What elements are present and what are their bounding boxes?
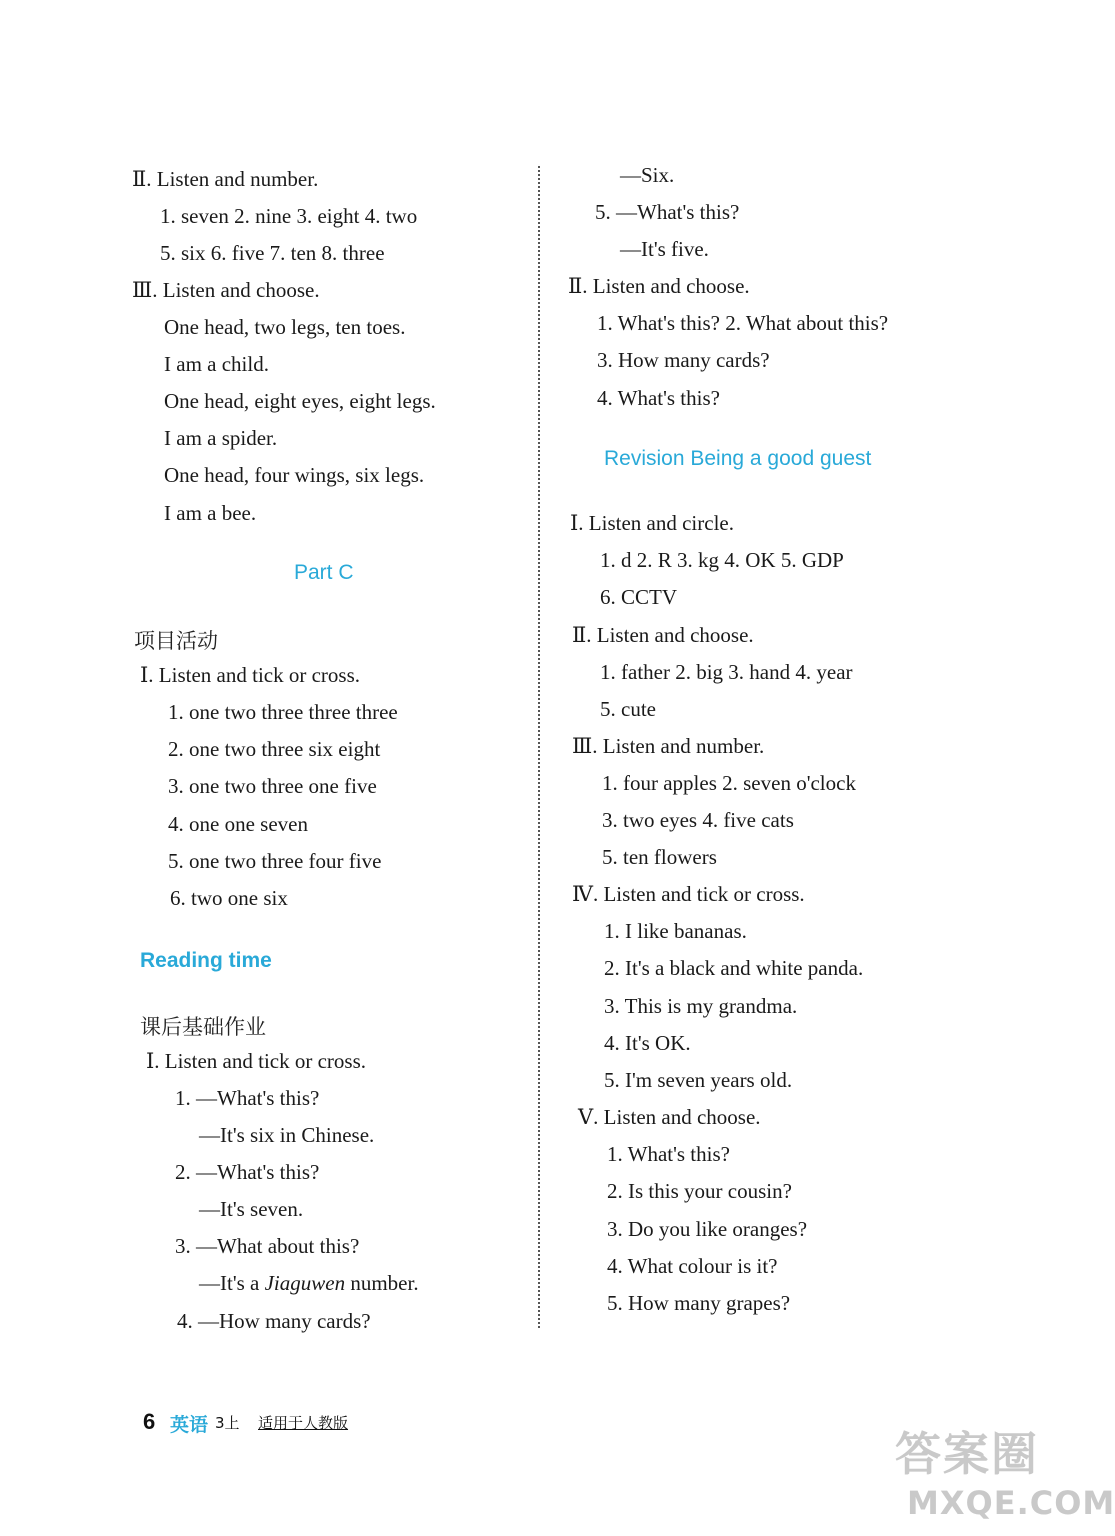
answer-line: 3. —What about this? (175, 1234, 360, 1258)
answer-line: 4. What's this? (597, 386, 720, 410)
answer-line: 1. one two three three three (168, 700, 398, 724)
answer-line: I am a child. (164, 352, 269, 376)
answer-line (199, 1270, 419, 1296)
italic-term: Jiaguwen (264, 1271, 346, 1295)
answer-line: 5. ten flowers (602, 845, 717, 869)
answer-line: 1. What's this? (607, 1142, 730, 1166)
answer-line: 3. one two three one five (168, 774, 377, 798)
answer-line: 5. one two three four five (168, 849, 382, 873)
answer-line: 2. Is this your cousin? (607, 1179, 792, 1203)
answer-line: 1. seven 2. nine 3. eight 4. two (160, 204, 418, 228)
answer-line: 2. one two three six eight (168, 737, 381, 761)
answer-line: 1. four apples 2. seven o'clock (602, 771, 856, 795)
answer-line: 1. What's this? 2. What about this? (597, 311, 889, 335)
edition-label: 适用于人教版 (258, 1414, 349, 1432)
answer-line: One head, four wings, six legs. (164, 463, 425, 487)
watermark-text: 答案圈 (895, 1427, 1039, 1481)
answer-line: 3. two eyes 4. five cats (602, 808, 794, 832)
part-title: Revision Being a good guest (604, 447, 872, 470)
subsection-title: 课后基础作业 (140, 1015, 266, 1039)
grade-label: 3上 (215, 1414, 240, 1432)
answer-line: 4. It's OK. (604, 1031, 691, 1055)
part-title: Part C (294, 561, 354, 584)
section-heading: Ⅴ. Listen and choose. (578, 1105, 761, 1129)
answer-line: 2. —What's this? (175, 1160, 320, 1184)
answer-line: —Six. (620, 163, 675, 187)
answer-line: 1. I like bananas. (604, 919, 747, 943)
answer-line: 5. I'm seven years old. (604, 1068, 793, 1092)
section-heading: Ⅱ. Listen and number. (132, 167, 319, 191)
answer-line: 1. d 2. R 3. kg 4. OK 5. GDP (600, 548, 844, 572)
answer-line: 4. What colour is it? (607, 1254, 778, 1278)
answer-line: 3. How many cards? (597, 348, 770, 372)
answer-line: 5. six 6. five 7. ten 8. three (160, 241, 385, 265)
section-heading: Ⅱ. Listen and choose. (572, 623, 754, 647)
section-heading: Ⅳ. Listen and tick or cross. (572, 882, 805, 906)
answer-line: 1. —What's this? (175, 1086, 320, 1110)
part-title: Reading time (140, 949, 272, 972)
watermark-url: MXQE.COM (907, 1484, 1115, 1522)
answer-line: I am a spider. (164, 426, 278, 450)
answer-line: —It's six in Chinese. (199, 1123, 375, 1147)
answer-text: —It's a (199, 1271, 265, 1295)
answer-line: 3. This is my grandma. (604, 994, 798, 1018)
subsection-title: 项目活动 (134, 629, 218, 653)
answer-line: 5. —What's this? (595, 200, 740, 224)
answer-line: 2. It's a black and white panda. (604, 956, 864, 980)
answer-line: —It's seven. (199, 1197, 304, 1221)
page-number: 6 (143, 1409, 156, 1434)
answer-line: 5. How many grapes? (607, 1291, 791, 1315)
answer-line: 5. cute (600, 697, 656, 721)
answer-line: 4. one one seven (168, 812, 308, 836)
watermark-logo (895, 1418, 1115, 1530)
answer-line: —It's five. (620, 237, 709, 261)
section-heading: Ⅰ. Listen and tick or cross. (146, 1049, 366, 1073)
answer-line: 6. CCTV (600, 585, 678, 609)
answer-line: I am a bee. (164, 501, 257, 525)
answer-line: 4. —How many cards? (177, 1309, 371, 1333)
column-divider (538, 166, 540, 1328)
section-heading: Ⅰ. Listen and circle. (570, 511, 734, 535)
answer-line: 3. Do you like oranges? (607, 1217, 808, 1241)
section-heading: Ⅲ. Listen and number. (572, 734, 765, 758)
section-heading: Ⅱ. Listen and choose. (568, 274, 750, 298)
subject-label: 英语 (170, 1414, 209, 1436)
answer-line: 6. two one six (170, 886, 288, 910)
answer-line: 1. father 2. big 3. hand 4. year (600, 660, 853, 684)
section-heading: Ⅲ. Listen and choose. (132, 278, 320, 302)
answer-line: One head, two legs, ten toes. (164, 315, 406, 339)
answer-text: number. (345, 1271, 419, 1295)
answer-line: One head, eight eyes, eight legs. (164, 389, 436, 413)
section-heading: Ⅰ. Listen and tick or cross. (140, 663, 360, 687)
